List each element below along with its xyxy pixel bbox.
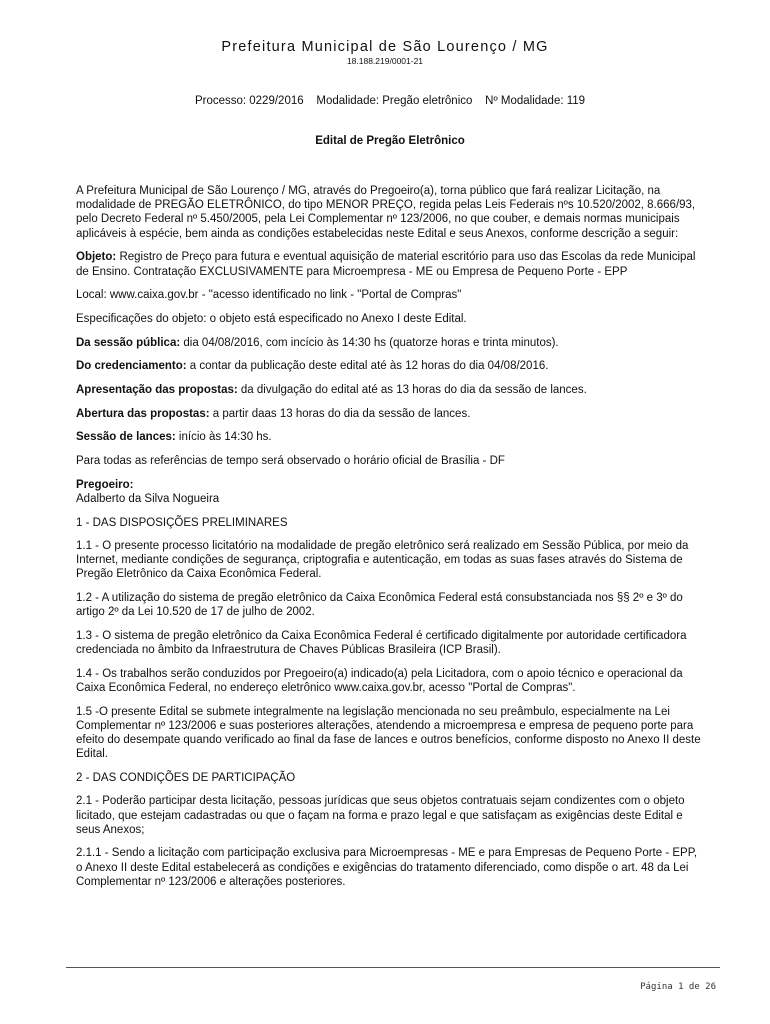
credenciamento-label: Do credenciamento: — [76, 360, 187, 373]
sessao-lances-text: início às 14:30 hs. — [175, 431, 272, 444]
especificacoes-paragraph: Especificações do objeto: o objeto está especificado no Anexo I deste Edital. — [76, 312, 467, 325]
edital-title: Edital de Pregão Eletrônico — [315, 135, 465, 147]
pregoeiro-label: Pregoeiro: — [76, 478, 134, 491]
clause-1-2: 1.2 - A utilização do sistema de pregão eletrônico da Caixa Econômica Federal está consubstanciada nos §§ 2º e 3º do artigo 2º da Lei 10.520 de 17 de julho de 2002. — [76, 592, 683, 619]
objeto-text: Registro de Preço para futura e eventual aquisição de material escritório para uso das Escolas da rede Municipal de Ensino. Contratação EXCLUSIVAMENTE para Microempresa - ME ou Empresa de Pequeno Porte - EPP — [76, 251, 696, 278]
abertura-paragraph — [76, 407, 704, 421]
sessao-publica-label: Da sessão pública: — [76, 336, 181, 349]
document-body — [76, 184, 704, 899]
apresentacao-paragraph — [76, 383, 704, 397]
objeto-paragraph — [76, 250, 704, 278]
referencias-paragraph: Para todas as referências de tempo será observado o horário oficial de Brasília - DF — [76, 455, 505, 468]
objeto-label: Objeto: — [76, 251, 117, 264]
sessao-lances-label: Sessão de lances: — [76, 431, 176, 444]
process-info-line: Processo: 0229/2016 Modalidade: Pregão eletrônico Nº Modalidade: 119 — [194, 95, 586, 107]
pregoeiro-paragraph — [76, 478, 704, 506]
clause-1-1: 1.1 - O presente processo licitatório na modalidade de pregão eletrônico será realizado em Sessão Pública, por meio da Internet, mediante condições de segurança, criptografia e autenticação, em todas as suas fases através do Sistema de Pregão Eletrônico da Caixa Econômica Federal. — [76, 539, 689, 581]
sessao-publica-text: dia 04/08/2016, com incício às 14:30 hs (quatorze horas e trinta minutos). — [180, 336, 559, 349]
header-cnpj: 18.188.219/0001-21 — [346, 56, 424, 66]
apresentacao-label: Apresentação das propostas: — [76, 384, 238, 397]
pregoeiro-name: Adalberto da Silva Nogueira — [76, 493, 220, 506]
sessao-lances-paragraph — [76, 430, 704, 444]
page-number: Página 1 de 26 — [640, 982, 716, 992]
credenciamento-text: a contar da publicação deste edital até às 12 horas do dia 04/08/2016. — [186, 360, 549, 373]
credenciamento-paragraph — [76, 359, 704, 373]
local-paragraph: Local: www.caixa.gov.br - "acesso identificado no link - "Portal de Compras" — [76, 289, 462, 302]
intro-paragraph: A Prefeitura Municipal de São Lourenço / MG, através do Pregoeiro(a), torna público que fará realizar Licitação, na modalidade de PREGÃO ELETRÔNICO, do tipo MENOR PREÇO, regida pelas Leis Federais nºs 10.520/2002, 8.666/93, pelo Decreto Federal nº 5.450/2005, pela Lei Complementar nº 123/2006, no que couber, e demais normas municipais aplicáveis à espécie, bem ainda as condições estabelecidas neste Edital e seus Anexos, conforme descrição a seguir: — [76, 185, 696, 240]
clause-2-1-1: 2.1.1 - Sendo a licitação com participação exclusiva para Microempresas - ME e para Empresas de Pequeno Porte - EPP, o Anexo II deste Edital estabelecerá as condições e exigências do tratamento diferenciado, como dispõe o art. 48 da Lei Complementar nº 123/2006 e alterações posteriores. — [76, 847, 698, 888]
section-2-title: 2 - DAS CONDIÇÕES DE PARTICIPAÇÃO — [76, 772, 296, 785]
clause-2-1: 2.1 - Poderão participar desta licitação, pessoas jurídicas que seus objetos contratuais sejam condizentes com o objeto licitado, que estejam cadastradas ou que o façam na forma e prazo legal e que satisfaçam as exigências deste Edital e seus Anexos; — [76, 795, 685, 836]
clause-1-4: 1.4 - Os trabalhos serão conduzidos por Pregoeiro(a) indicado(a) pela Licitadora, com o apoio técnico e operacional da Caixa Econômica Federal, no endereço eletrônico www.caixa.gov.br, acesso "Portal de Compras". — [76, 667, 683, 695]
abertura-label: Abertura das propostas: — [76, 407, 210, 420]
abertura-text: a partir daas 13 horas do dia da sessão de lances. — [209, 407, 471, 420]
footer-divider — [66, 967, 720, 968]
sessao-publica-paragraph — [76, 336, 704, 350]
apresentacao-text: da divulgação do edital até as 13 horas do dia da sessão de lances. — [237, 384, 587, 397]
section-1-title: 1 - DAS DISPOSIÇÕES PRELIMINARES — [76, 516, 288, 529]
page-header-title: Prefeitura Municipal de São Lourenço / MG — [221, 39, 549, 55]
clause-1-5: 1.5 -O presente Edital se submete integralmente na legislação mencionada no seu preâmbulo, especialmente na Lei Complementar nº 123/2006 e suas posteriores alterações, atendendo a microempresa e empresa de pequeno porte para efeito do desempate quando verificado ao final da fase de lances e outros benefícios, conforme disposto no Anexo II deste Edital. — [76, 705, 701, 761]
clause-1-3: 1.3 - O sistema de pregão eletrônico da Caixa Econômica Federal é certificado digitalmente por autoridade certificadora credenciada no âmbito da Infraestrutura de Chaves Públicas Brasileira (ICP Brasil). — [76, 629, 687, 657]
